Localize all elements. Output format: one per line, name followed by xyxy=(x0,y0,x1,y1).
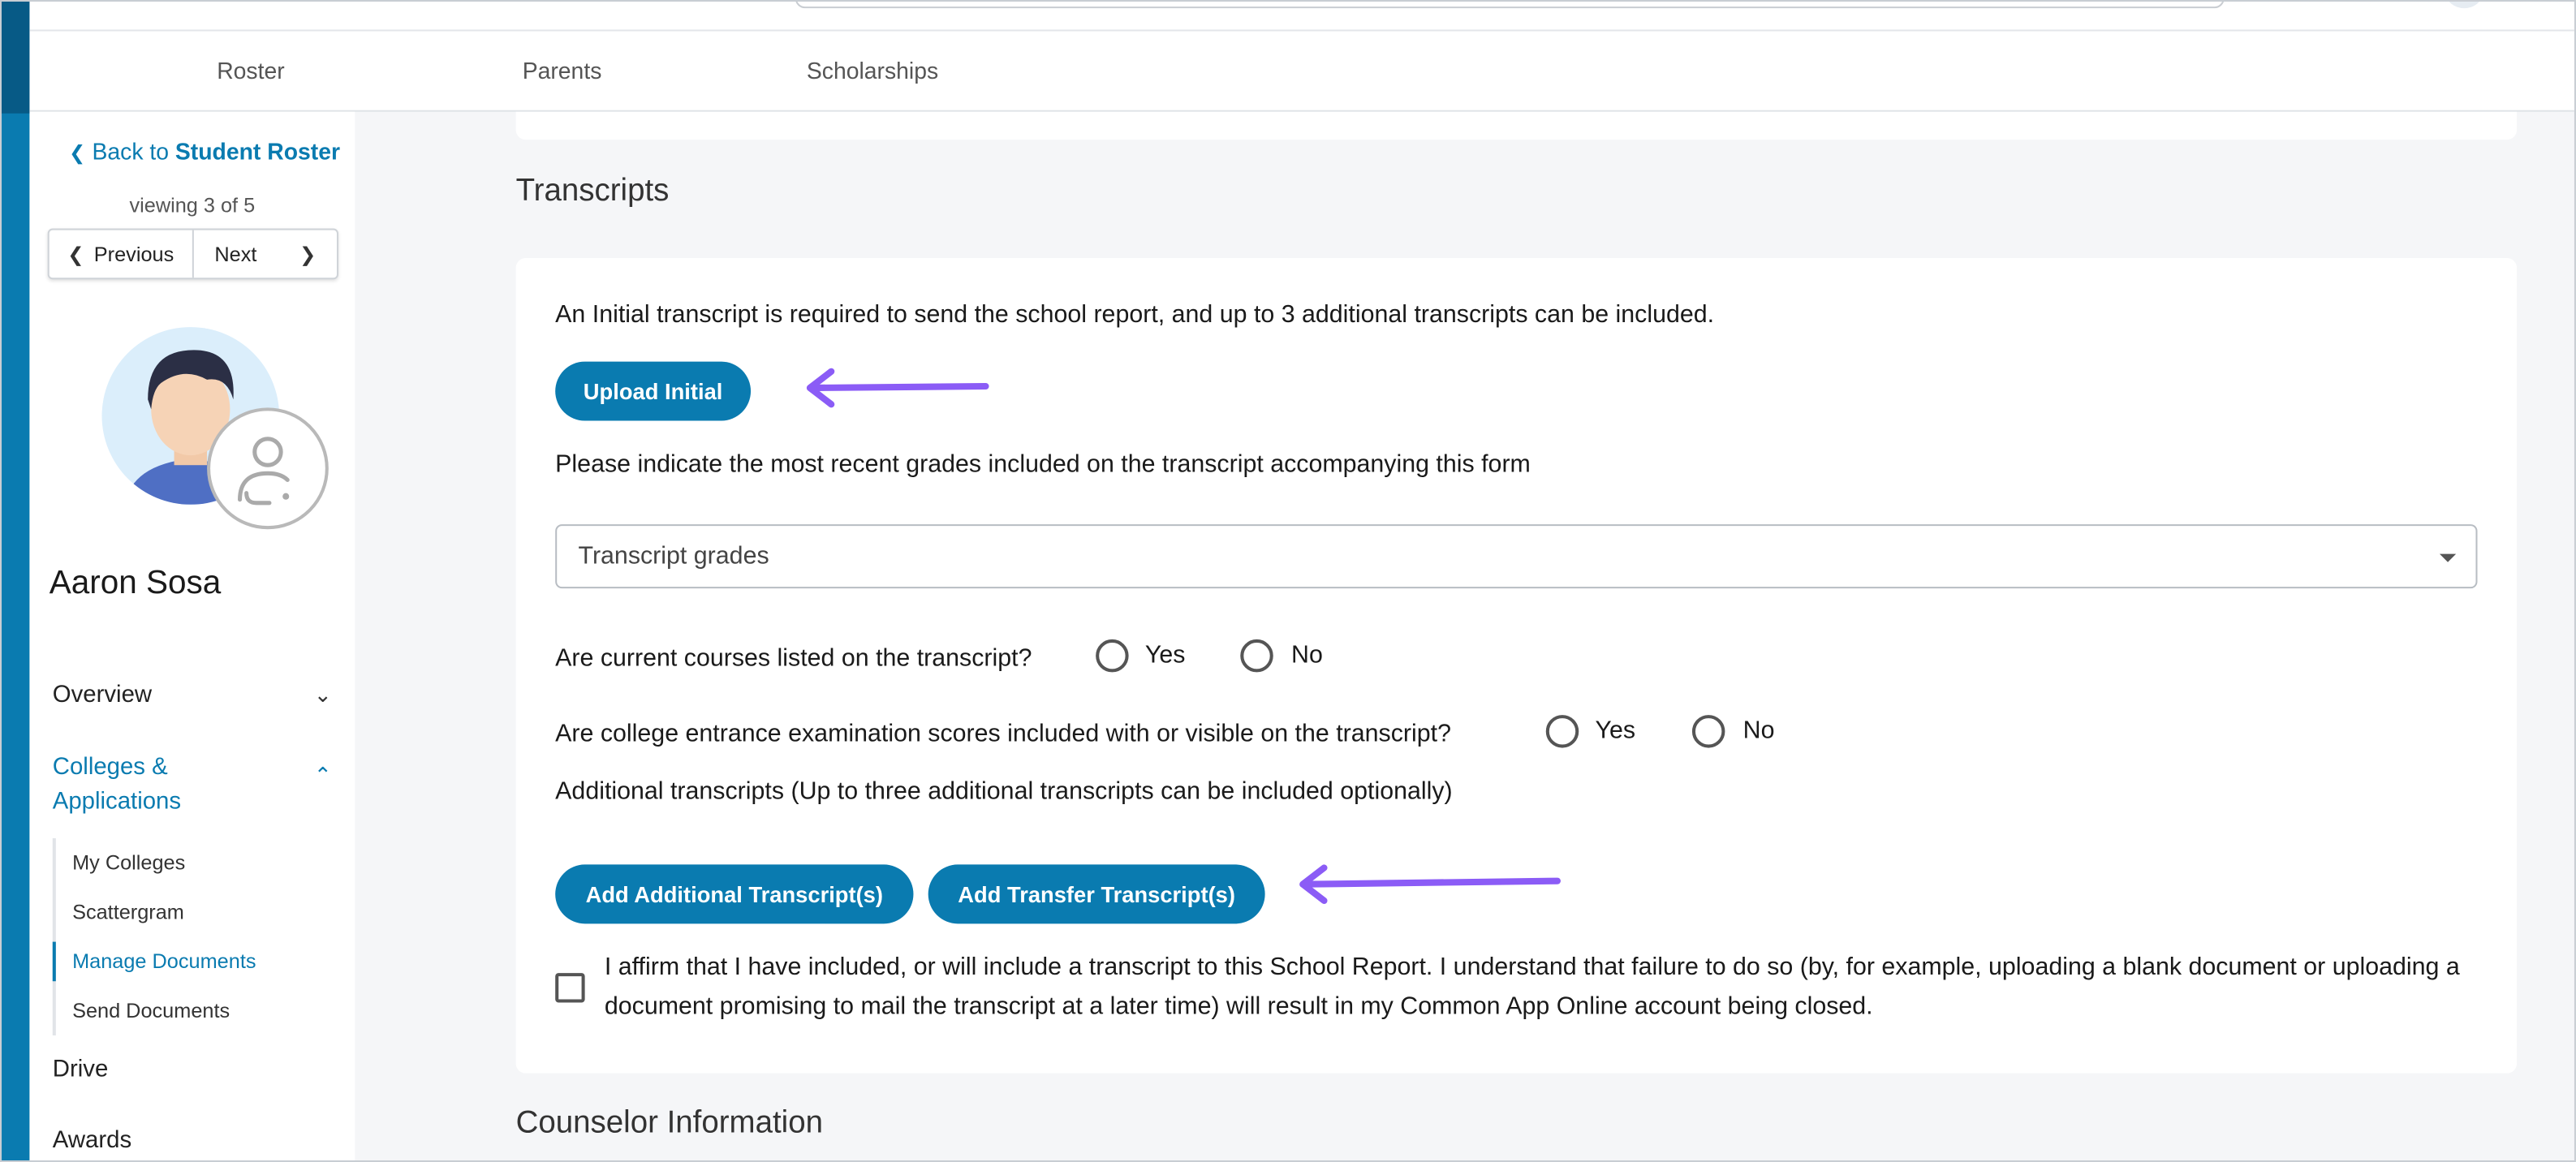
annotation-arrow-icon xyxy=(1294,859,1564,906)
profile-photo-badge[interactable] xyxy=(207,407,329,529)
previous-section-card xyxy=(516,112,2517,140)
tab-roster[interactable]: Roster xyxy=(217,57,285,84)
transcript-intro-text: An Initial transcript is required to send the school report, and up to 3 additional transcripts can be included. xyxy=(555,300,1715,329)
chevron-up-icon: ⌃ xyxy=(313,762,332,788)
transcripts-card xyxy=(516,258,2517,1074)
upload-initial-button[interactable]: Upload Initial xyxy=(555,362,751,421)
sidebar-item-scattergram[interactable]: Scattergram xyxy=(72,900,184,924)
sidebar-item-overview[interactable] xyxy=(53,682,332,708)
student-name: Aaron Sosa xyxy=(49,565,222,602)
counselor-information-title: Counselor Information xyxy=(515,1106,823,1141)
affirm-checkbox[interactable] xyxy=(555,973,584,1002)
back-to-roster-link[interactable] xyxy=(69,138,340,164)
exam-scores-yes-label: Yes xyxy=(1595,717,1636,745)
transcripts-title: Transcripts xyxy=(515,174,670,209)
chevron-left-icon: ❮ xyxy=(67,242,84,266)
current-courses-yes-radio[interactable] xyxy=(1096,639,1128,673)
sidebar-item-send-documents[interactable]: Send Documents xyxy=(72,999,230,1022)
current-courses-no-radio[interactable] xyxy=(1240,639,1273,673)
previous-button[interactable] xyxy=(50,230,192,278)
add-transfer-transcripts-button[interactable]: Add Transfer Transcript(s) xyxy=(928,864,1265,923)
chevron-down-icon: ⌄ xyxy=(313,682,332,707)
overview-label: Overview xyxy=(52,682,153,708)
tab-parents[interactable]: Parents xyxy=(522,57,602,84)
sidebar-item-awards[interactable]: Awards xyxy=(52,1127,132,1154)
sidebar-item-colleges-applications[interactable] xyxy=(53,751,332,820)
dropdown-caret-icon xyxy=(2440,554,2456,562)
annotation-arrow-icon xyxy=(802,367,993,413)
additional-transcripts-text: Additional transcripts (Up to three additional transcripts can be included optionally) xyxy=(555,777,1453,806)
back-prefix: Back to xyxy=(92,138,170,165)
exam-scores-no-radio[interactable] xyxy=(1692,715,1725,748)
sidebar-item-manage-documents[interactable]: Manage Documents xyxy=(56,937,332,987)
previous-label: Previous xyxy=(93,242,174,266)
chevron-left-icon: ❮ xyxy=(69,141,86,165)
back-target: Student Roster xyxy=(174,138,341,165)
current-courses-no-label: No xyxy=(1291,640,1323,669)
exam-scores-yes-radio[interactable] xyxy=(1546,715,1579,748)
transcript-grades-select[interactable] xyxy=(555,524,2477,588)
affirm-text: I affirm that I have included, or will include a transcript to this School Report. I understand that failure to do so (by, for example, uploading a blank document or uploading a document promising to mail the transcript at a later time) will result in my Common App Online account being closed. xyxy=(604,953,2460,1020)
exam-scores-question: Are college entrance examination scores included with or visible on the transcript? xyxy=(555,720,1451,748)
sidebar-item-drive[interactable]: Drive xyxy=(52,1057,109,1083)
add-additional-transcripts-button[interactable]: Add Additional Transcript(s) xyxy=(555,864,913,923)
next-label: Next xyxy=(214,242,257,266)
tab-scholarships[interactable]: Scholarships xyxy=(806,57,939,84)
app-rail xyxy=(2,2,29,1162)
sidebar xyxy=(29,112,355,1162)
user-avatar[interactable] xyxy=(2446,0,2483,8)
grades-prompt: Please indicate the most recent grades included on the transcript accompanying this form xyxy=(555,450,1531,479)
pager xyxy=(48,229,338,280)
search-input[interactable] xyxy=(795,0,2225,8)
chevron-right-icon: ❯ xyxy=(299,242,317,266)
user-outline-icon xyxy=(226,428,308,510)
exam-scores-no-label: No xyxy=(1742,717,1775,745)
current-courses-yes-label: Yes xyxy=(1144,640,1186,669)
sidebar-item-my-colleges[interactable]: My Colleges xyxy=(72,851,186,875)
next-button[interactable] xyxy=(192,230,337,278)
viewing-counter: viewing 3 of 5 xyxy=(129,194,256,217)
colleges-label-line2: Applications xyxy=(52,789,182,816)
nav-tabs xyxy=(29,31,2574,111)
top-bar xyxy=(29,2,2574,31)
colleges-label-line1: Colleges & xyxy=(52,754,168,781)
current-courses-question: Are current courses listed on the transcript? xyxy=(555,643,1032,673)
transcript-grades-placeholder: Transcript grades xyxy=(578,542,769,570)
colleges-subnav xyxy=(53,838,332,1035)
app-rail-top xyxy=(2,2,29,114)
